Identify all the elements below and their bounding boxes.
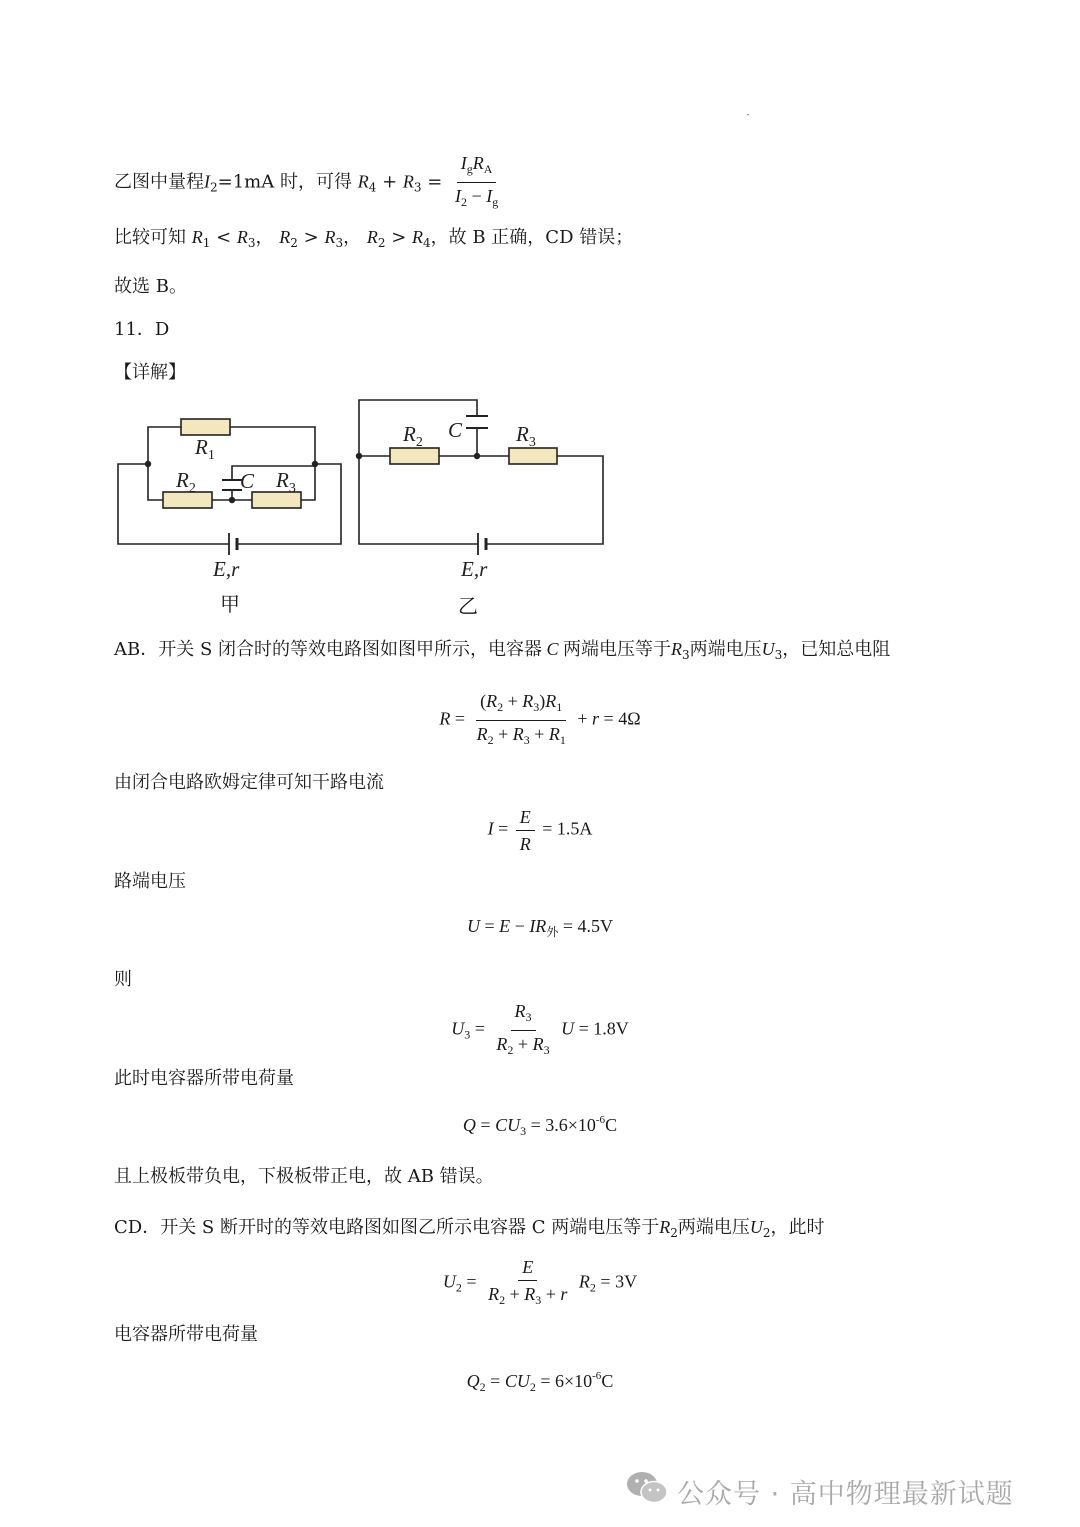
q2-unit: C [601,1371,614,1391]
l1-mid: =1mA 时，可得 [217,171,352,193]
cd-text-2: 两端电压 [677,1217,750,1238]
charge-now-text: 此时电容器所带电荷量 [114,1068,294,1089]
fraction-ig-ra: $\frac{I_gR_A}{I_2 - I_g}$ [455,153,499,209]
ab-text-4: ，已知总电阻 [782,639,891,660]
wechat-icon [625,1470,669,1506]
junction-dot [356,453,362,459]
label-c-yi: C [448,418,463,442]
circuit-figure [0,390,620,620]
page-mark: · [746,108,750,122]
ab-text-1: AB．开关 S 闭合时的等效电路图如图甲所示，电容器 [114,639,542,660]
formula-charge-q: $Q = CU_3 = 3.6\times 10^{-6}C$ [462,1114,618,1138]
q2-exponent: -6 [592,1370,602,1382]
figure-label-jia: 甲 [220,592,240,616]
r-total-value: 4Ω [618,708,641,729]
l2-suffix: ，故 B 正确，CD 错误； [430,227,634,248]
label-source-jia: E,r [213,557,240,581]
figure-label-yi: 乙 [458,594,478,618]
junction-dot [229,497,235,503]
label-source-yi: E,r [461,557,488,581]
ab-conclusion: 且上极板带负电，下极板带正电，故 AB 错误。 [114,1166,494,1187]
label-c-jia: C [240,469,255,493]
formula-u2: $U_2$ = $\frac{E}{R_2 + R_3 + r}$ $R_2 = 3V$ [442,1257,638,1307]
watermark [625,1468,1065,1508]
terminal-voltage-value: 4.5V [577,916,613,936]
q-unit: C [605,1115,618,1135]
terminal-voltage-text: 路端电压 [114,871,186,892]
q-value: 3.6×10 [545,1115,596,1135]
resistor-r3-yi [509,448,557,464]
ab-paragraph: AB．开关 S 闭合时的等效电路图如图甲所示，电容器 C 两端电压等于$R_3$两端电压$U_3$，已知总电阻 [114,639,891,662]
label-r1-jia: $R_1$ [195,435,215,463]
label-r3-yi: $R_3$ [516,422,536,450]
resistor-r2-yi [390,448,439,464]
wire-yi-right [486,456,603,544]
l2-prefix: 比较可知 [114,227,186,248]
resistor-r2-jia [163,492,212,508]
text-line-range: 乙图中量程$I_2=1mA$ 时，可得 $R_4 + R_3$ = $\frac{I_gR_A}{I_2 - I_g}$ [114,152,505,213]
l1-prefix: 乙图中量程 [114,171,204,193]
label-r2-yi: $R_2$ [403,422,423,450]
detail-heading: 【详解】 [114,362,186,383]
wire-jia-top-left [148,427,181,464]
formula-u3: $U_3$ = $\frac{R_3}{R_2 + R_3}$ U = 1.8V [451,1001,629,1057]
current-value: 1.5A [556,818,593,839]
ab-text-3: 两端电压 [689,639,762,660]
wire-jia-branch-left [148,464,163,500]
ohm-law-text: 由闭合电路欧姆定律可知干路电流 [114,772,384,793]
resistor-r1-jia [181,419,230,435]
q-exponent: -6 [595,1114,606,1126]
label-r2-jia: $R_2$ [176,468,196,496]
u3-value: 1.8V [593,1018,629,1039]
sub-wai: 外 [546,925,559,939]
formula-terminal-voltage: $U = E - IR_外 = 4.5V$ [467,916,613,939]
junction-dot [145,461,151,467]
watermark-text: 公众号 · 高中物理最新试题 [677,1479,1014,1510]
charge-cap-text: 电容器所带电荷量 [114,1324,258,1345]
cd-paragraph: CD．开关 S 断开时的等效电路图如图乙所示电容器 C 两端电压等于$R_2$两端电压$U_2$，此时 [114,1217,825,1240]
cd-text-3: ，此时 [770,1217,825,1238]
then-text: 则 [114,969,132,990]
formula-total-resistance: R = $\frac{(R_2 + R_3)R_1}{R_2 + R_3 + R_1}$ + r = 4Ω [439,691,641,747]
formula-current: I = $\frac{E}{R}$ = 1.5A [487,807,593,854]
u2-value: 3V [615,1271,638,1292]
wire-jia-top-right [230,427,315,464]
ab-text-2: 两端电压等于 [563,639,672,660]
question-number: 11．D [114,319,170,340]
formula-charge-q2: $Q_2 = CU_2 = 6\times 10^{-6}C$ [466,1370,614,1394]
cd-text-1: CD．开关 S 断开时的等效电路图如图乙所示电容器 C 两端电压等于 [114,1217,660,1238]
junction-dot [474,453,480,459]
text-line-compare: 比较可知 $R_1 < R_3$， $R_2 > R_3$， $R_2 > R_4$，故 B 正确，CD 错误； [114,227,634,250]
wire-yi-bottom [359,456,478,544]
wire-jia-branch-right [301,464,315,500]
text-line-choose: 故选 B。 [114,276,187,297]
label-r3-jia: $R_3$ [276,468,296,496]
q2-value: 6×10 [554,1371,593,1391]
junction-dot [312,461,318,467]
